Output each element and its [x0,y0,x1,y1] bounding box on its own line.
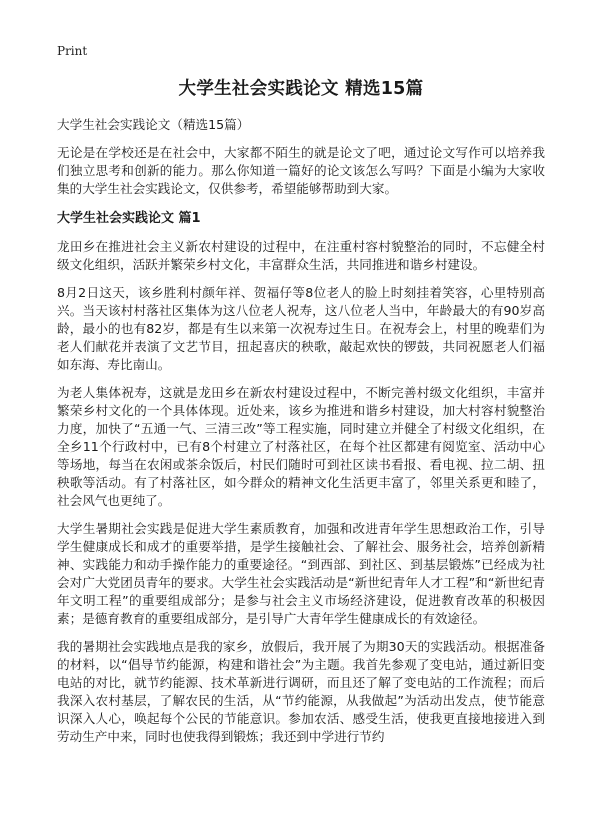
body-paragraph: 我的暑期社会实践地点是我的家乡，放假后，我开展了为期30天的实践活动。根据准备的材料，以“倡导节约能源，构建和谐社会”为主题。我首先参观了变电站，通过新旧变电站的对比，就节约能源、技术革新进行调研，而且还了解了变电站的工作流程；而后我深入农村基层，了解农民的生活，从“节约能源，从我做起”为活动出发点，使节能意识深入人心，唤起每个公民的节能意识。参加农活、感受生活，使我更直接地接进入到劳动生产中来，同时也使我得到锻炼；我还到中学进行节约 [57,639,545,744]
intro-paragraph: 无论是在学校还是在社会中，大家都不陌生的就是论文了吧，通过论文写作可以培养我们独立思考和创新的能力。那么你知道一篇好的论文该怎么写吗？下面是小编为大家收集的大学生社会实践论文，仅供参考，希望能够帮助到大家。 [57,145,545,196]
body-paragraph: 8月2日这天，该乡胜利村颜年祥、贺福仔等8位老人的脸上时刻挂着笑容，心里特别高兴。当天该村村落社区集体为这八位老人祝寿，这八位老人当中，年龄最大的有90岁高龄，最小的也有82岁，都是有生以来第一次祝寿过生日。在祝寿会上，村里的晚辈们为老人们献花并表演了文艺节目，扭起喜庆的秧歌，敲起欢快的锣鼓，共同祝愿老人们福如东海、寿比南山。 [57,285,545,372]
body-paragraph: 大学生暑期社会实践是促进大学生素质教育，加强和改进青年学生思想政治工作，引导学生健康成长和成才的重要举措，是学生接触社会、了解社会、服务社会，培养创新精神、实践能力和动手操作能力的重要途径。“到西部、到社区、到基层锻炼”已经成为社会对广大党团员青年的要求。大学生社会实践活动是“新世纪青年人才工程”和“新世纪青年文明工程”的重要组成部分；是参与社会主义市场经济建设，促进教育改革的积极因素；是德育教育的重要组成部分，是引导广大青年学生健康成长的有效途径。 [57,521,545,626]
body-paragraph: 龙田乡在推进社会主义新农村建设的过程中，在注重村容村貌整治的同时，不忘健全村级文化组织，活跃并繁荣乡村文化，丰富群众生活，共同推进和谐乡村建设。 [57,239,545,272]
body-paragraph: 为老人集体祝寿，这就是龙田乡在新农村建设过程中，不断完善村级文化组织，丰富并繁荣乡村文化的一个具体体现。近处来，该乡为推进和谐乡村建设，加大村容村貌整治力度，加快了“五通一气、三清三改”等工程实施，同时建立并健全了村级文化组织，在全乡11个行政村中，已有8个村建立了村落社区，在每个社区都建有阅览室、活动中心等场地，每当在农闲或茶余饭后，村民们随时可到社区读书看报、看电视、拉二胡、扭秧歌等活动。有了村落社区，如今群众的精神文化生活更丰富了，邻里关系更和睦了，社会风气也更纯了。 [57,385,545,508]
section-heading: 大学生社会实践论文 篇1 [57,211,201,226]
page-title: 大学生社会实践论文 精选15篇 [178,79,424,99]
document-page [57,78,545,756]
print-link[interactable]: Print [57,44,88,58]
document-subtitle: 大学生社会实践论文（精选15篇） [57,117,250,132]
